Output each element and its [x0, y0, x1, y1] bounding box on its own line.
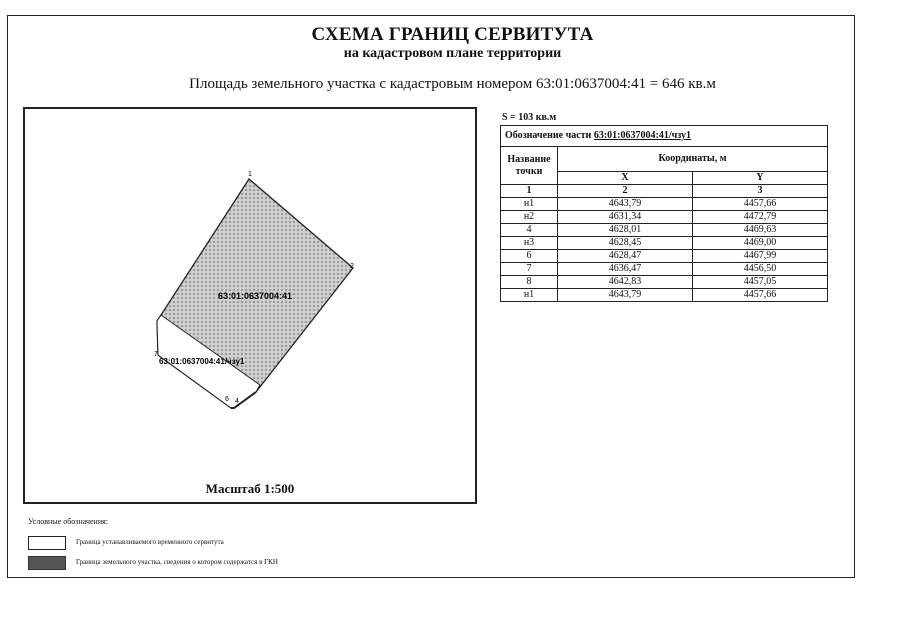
table-row: н2 4631,34 4472,79	[501, 211, 828, 224]
point-label-6: 6	[225, 396, 229, 403]
point-label-7: 7	[154, 351, 158, 358]
parcel-label: 63:01:0637004:41	[218, 291, 293, 301]
part-id: 63:01:0637004:41/чзу1	[593, 130, 692, 141]
page-title: СХЕМА ГРАНИЦ СЕРВИТУТА	[311, 24, 594, 45]
coordinates-table	[500, 125, 828, 302]
point-label-1: 1	[248, 171, 252, 178]
parcel-scheme	[25, 109, 475, 502]
servitude-label: 63:01:0637004:41/чзу1	[159, 357, 245, 366]
table-row: 7 4636,47 4456,50	[501, 263, 828, 276]
table-row: 4 4628,01 4469,63	[501, 224, 828, 237]
legend-title: Условные обозначения:	[28, 517, 109, 526]
table-row: 6 4628,47 4467,99	[501, 250, 828, 263]
scale-label: Масштаб 1:500	[205, 481, 295, 496]
col-num-1: 1	[501, 185, 558, 198]
legend-swatch-white	[28, 536, 66, 550]
header-coordinates: Координаты, м	[558, 147, 828, 172]
col-num-2: 2	[558, 185, 693, 198]
table-row: 8 4642,83 4457,05	[501, 276, 828, 289]
col-num-3: 3	[692, 185, 827, 198]
header-y: Y	[692, 172, 827, 185]
header-point-name: Название точки	[501, 147, 558, 185]
point-label-2: 2	[350, 263, 354, 270]
point-label-4: 4	[235, 398, 239, 405]
servitude-area: S = 103 кв.м	[502, 112, 557, 123]
map-panel	[23, 107, 477, 504]
table-row: н1 4643,79 4457,66	[501, 198, 828, 211]
part-designation: Обозначение части 63:01:0637004:41/чзу1	[501, 126, 828, 147]
page-subtitle: на кадастровом плане территории	[343, 46, 562, 61]
legend-swatch-dark	[28, 556, 66, 570]
header-x: X	[558, 172, 693, 185]
area-statement: Площадь земельного участка с кадастровым номером 63:01:0637004:41 = 646 кв.м	[189, 76, 716, 92]
table-row: н3 4628,45 4469,00	[501, 237, 828, 250]
table-row: н1 4643,79 4457,66	[501, 289, 828, 302]
